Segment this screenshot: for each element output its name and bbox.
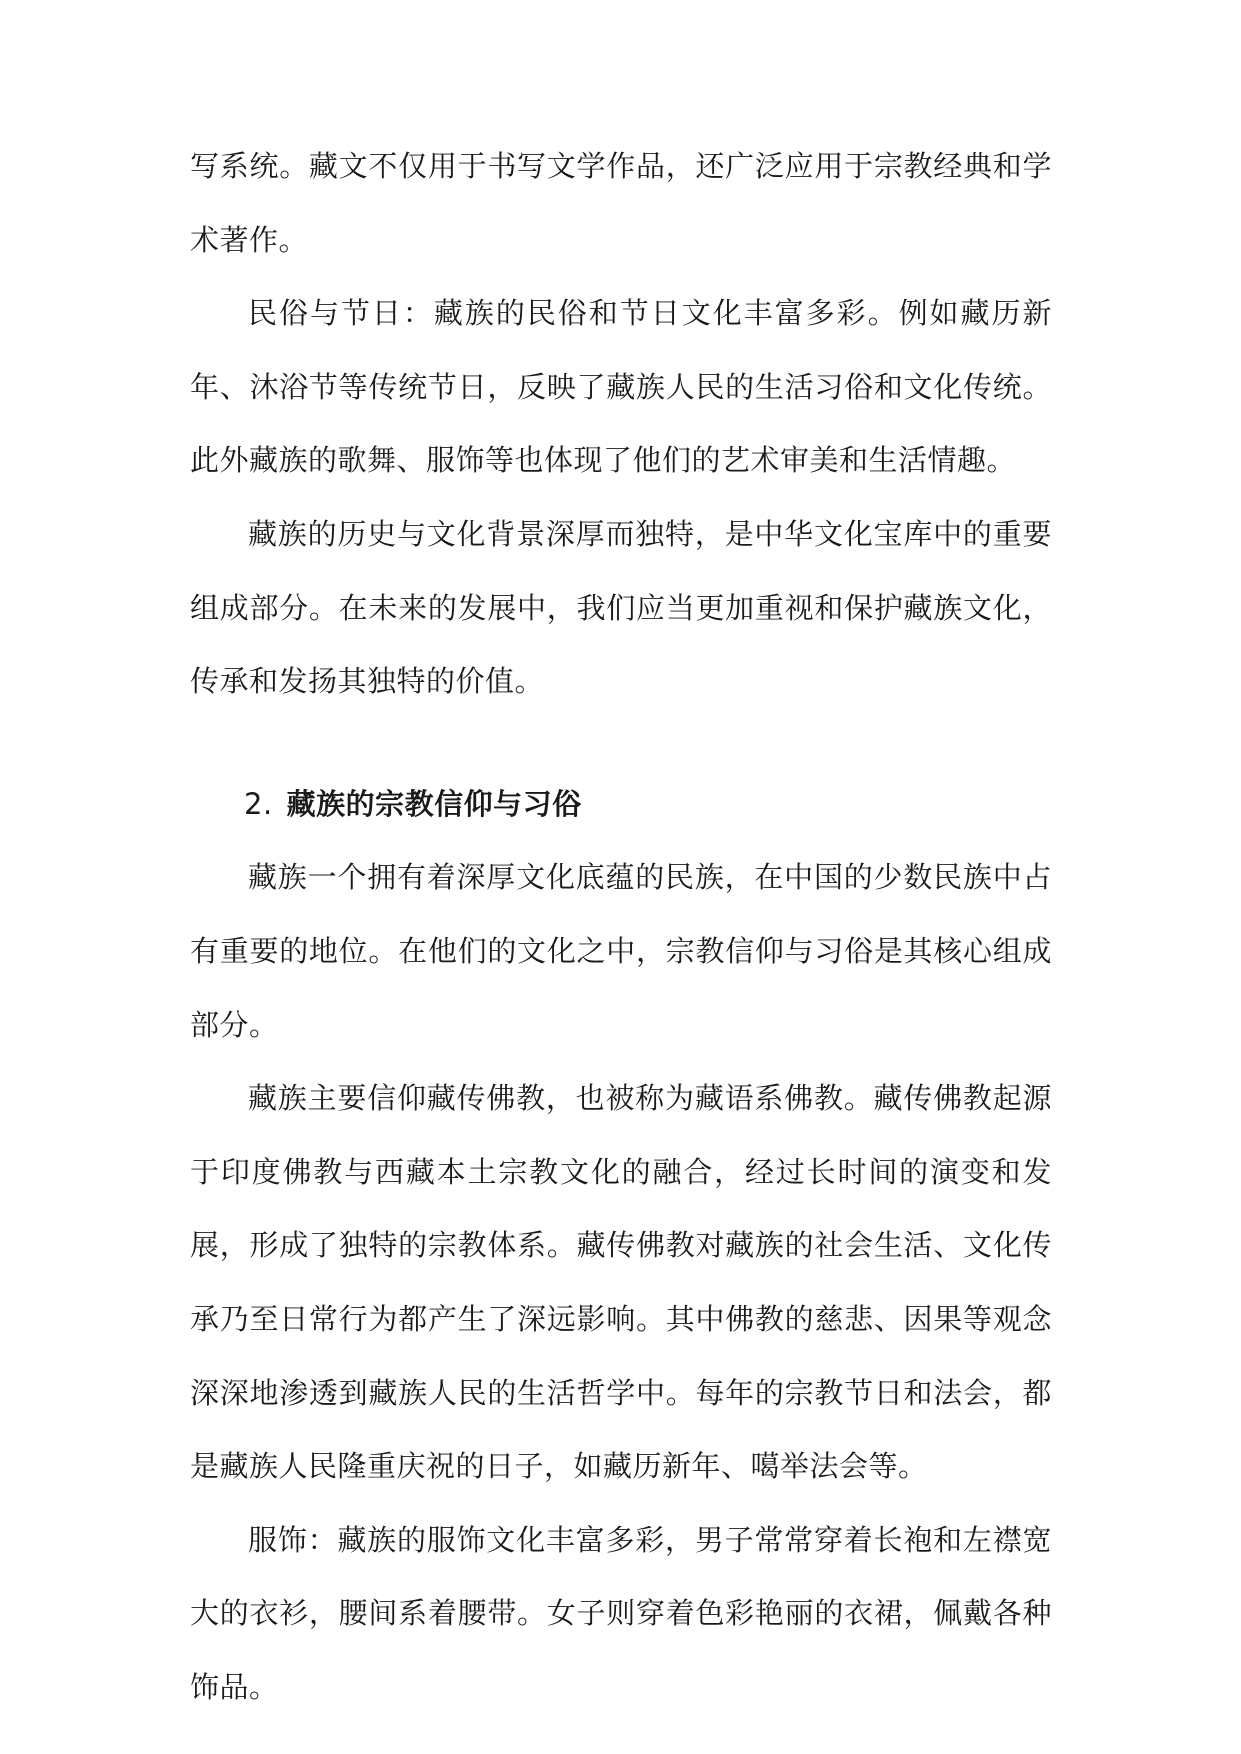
paragraph-history-summary: 藏族的历史与文化背景深厚而独特，是中华文化宝库中的重要组成部分。在未来的发展中，我们应当更加重视和保护藏族文化，传承和发扬其独特的价值。 xyxy=(190,516,1052,699)
paragraph-religion-intro: 藏族一个拥有着深厚文化底蕴的民族，在中国的少数民族中占有重要的地位。在他们的文化之中，宗教信仰与习俗是其核心组成部分。 xyxy=(190,860,1052,1042)
paragraph-clothing: 服饰：藏族的服饰文化丰富多彩，男子常常穿着长袍和左襟宽大的衣衫，腰间系着腰带。女子则穿着色彩艳丽的衣裙，佩戴各种饰品。 xyxy=(190,1522,1052,1704)
section-title: 藏族的宗教信仰与习俗 xyxy=(286,786,582,821)
paragraph-writing-system: 写系统。藏文不仅用于书写文学作品，还广泛应用于宗教经典和学术著作。 xyxy=(190,149,1052,257)
document-body xyxy=(190,130,1052,1724)
section-number: 2. xyxy=(244,786,273,821)
section-heading xyxy=(190,768,1052,842)
paragraph-tibetan-buddhism: 藏族主要信仰藏传佛教，也被称为藏语系佛教。藏传佛教起源于印度佛教与西藏本土宗教文化的融合，经过长时间的演变和发展，形成了独特的宗教体系。藏传佛教对藏族的社会生活、文化传承乃至日常行为都产生了深远影响。其中佛教的慈悲、因果等观念深深地渗透到藏族人民的生活哲学中。每年的宗教节日和法会，都是藏族人民隆重庆祝的日子，如藏历新年、噶举法会等。 xyxy=(190,1081,1052,1484)
paragraph-folk-festivals: 民俗与节日：藏族的民俗和节日文化丰富多彩。例如藏历新年、沐浴节等传统节日，反映了藏族人民的生活习俗和文化传统。此外藏族的歌舞、服饰等也体现了他们的艺术审美和生活情趣。 xyxy=(190,296,1052,478)
